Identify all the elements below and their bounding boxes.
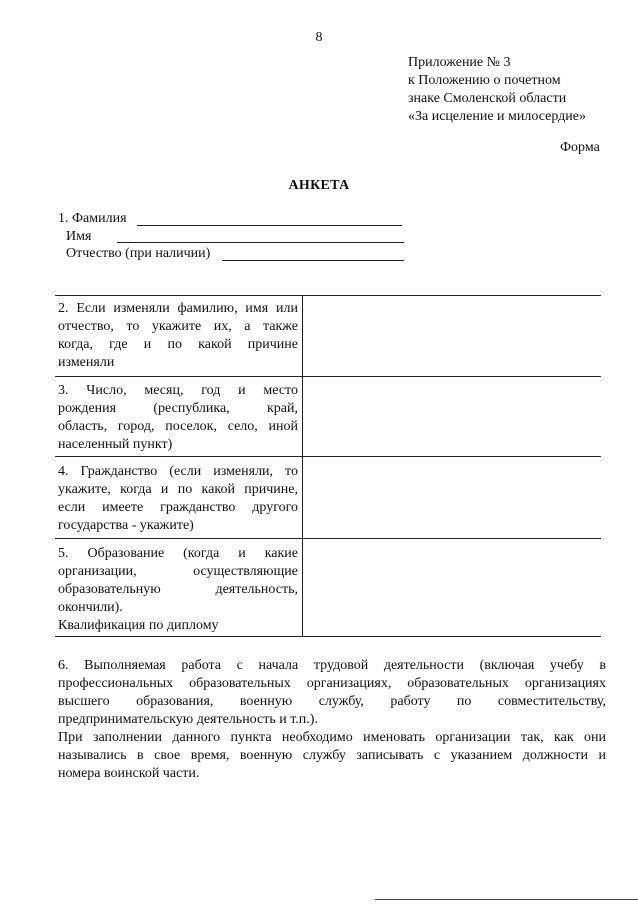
question-line: населенный пункт) — [58, 437, 173, 452]
question-line: государства - укажите) — [58, 518, 194, 533]
form-label: Форма — [560, 140, 600, 155]
first-name-field[interactable] — [117, 242, 404, 243]
answer-cell-birth[interactable] — [303, 377, 601, 456]
question-line: образовательную деятельность, — [58, 582, 298, 597]
appendix-header — [408, 54, 586, 126]
question-line: если имеете гражданство другого — [58, 500, 298, 515]
bottom-divider — [375, 899, 638, 900]
appendix-line: к Положению о почетном — [408, 73, 561, 88]
section-6-line: 6. Выполняемая работа с начала трудовой деятельности (включая учебу в — [58, 658, 606, 673]
question-line: 3. Число, месяц, год и место — [58, 383, 298, 398]
question-line: изменяли — [58, 355, 115, 370]
question-birth — [58, 382, 298, 454]
section-6-work-history — [58, 657, 606, 783]
question-education — [58, 545, 298, 635]
document-title: АНКЕТА — [288, 178, 350, 193]
section-6-line: номера воинской части. — [58, 766, 200, 781]
question-line: окончили). — [58, 600, 123, 615]
table-border-bottom — [55, 636, 601, 637]
page-number: 8 — [315, 30, 323, 45]
section-6-line: высшего образования, военную службу, работу по совместительству, — [58, 694, 606, 709]
section-6-line: предпринимательскую деятельность и т.п.). — [58, 712, 318, 727]
section-6-line: профессиональных образовательных организациях, образовательных организациях — [58, 676, 606, 691]
surname-label: 1. Фамилия — [58, 211, 127, 226]
appendix-line: Приложение № 3 — [408, 55, 511, 70]
question-line: организации, осуществляющие — [58, 564, 298, 579]
question-line: область, город, поселок, село, иной — [58, 419, 298, 434]
question-line: 4. Гражданство (если изменяли, то — [58, 464, 298, 479]
section-6-line: назывались в свое время, военную службу записывать с указанием должности и — [58, 748, 606, 763]
question-line: 5. Образование (когда и какие — [58, 546, 298, 561]
first-name-label: Имя — [66, 229, 92, 244]
answer-cell-education[interactable] — [303, 539, 601, 636]
question-line: рождения (республика, край, — [58, 401, 298, 416]
surname-field[interactable] — [137, 225, 402, 226]
appendix-line: «За исцеление и милосердие» — [408, 109, 586, 124]
question-line: когда, где и по какой причине — [58, 337, 298, 352]
question-line: укажите, когда и по какой причине, — [58, 482, 298, 497]
question-line: 2. Если изменяли фамилию, имя или — [58, 301, 298, 316]
section-6-line: При заполнении данного пункта необходимо именовать организации так, как они — [58, 730, 606, 745]
question-citizenship — [58, 463, 298, 535]
appendix-line: знаке Смоленской области — [408, 91, 567, 106]
patronymic-field[interactable] — [222, 260, 404, 261]
question-name-change — [58, 300, 298, 372]
question-line: Квалификация по диплому — [58, 618, 219, 633]
answer-cell-citizenship[interactable] — [303, 457, 601, 538]
question-line: отчество, то укажите их, а также — [58, 319, 298, 334]
patronymic-label: Отчество (при наличии) — [66, 246, 211, 261]
answer-cell-name-change[interactable] — [303, 296, 601, 376]
